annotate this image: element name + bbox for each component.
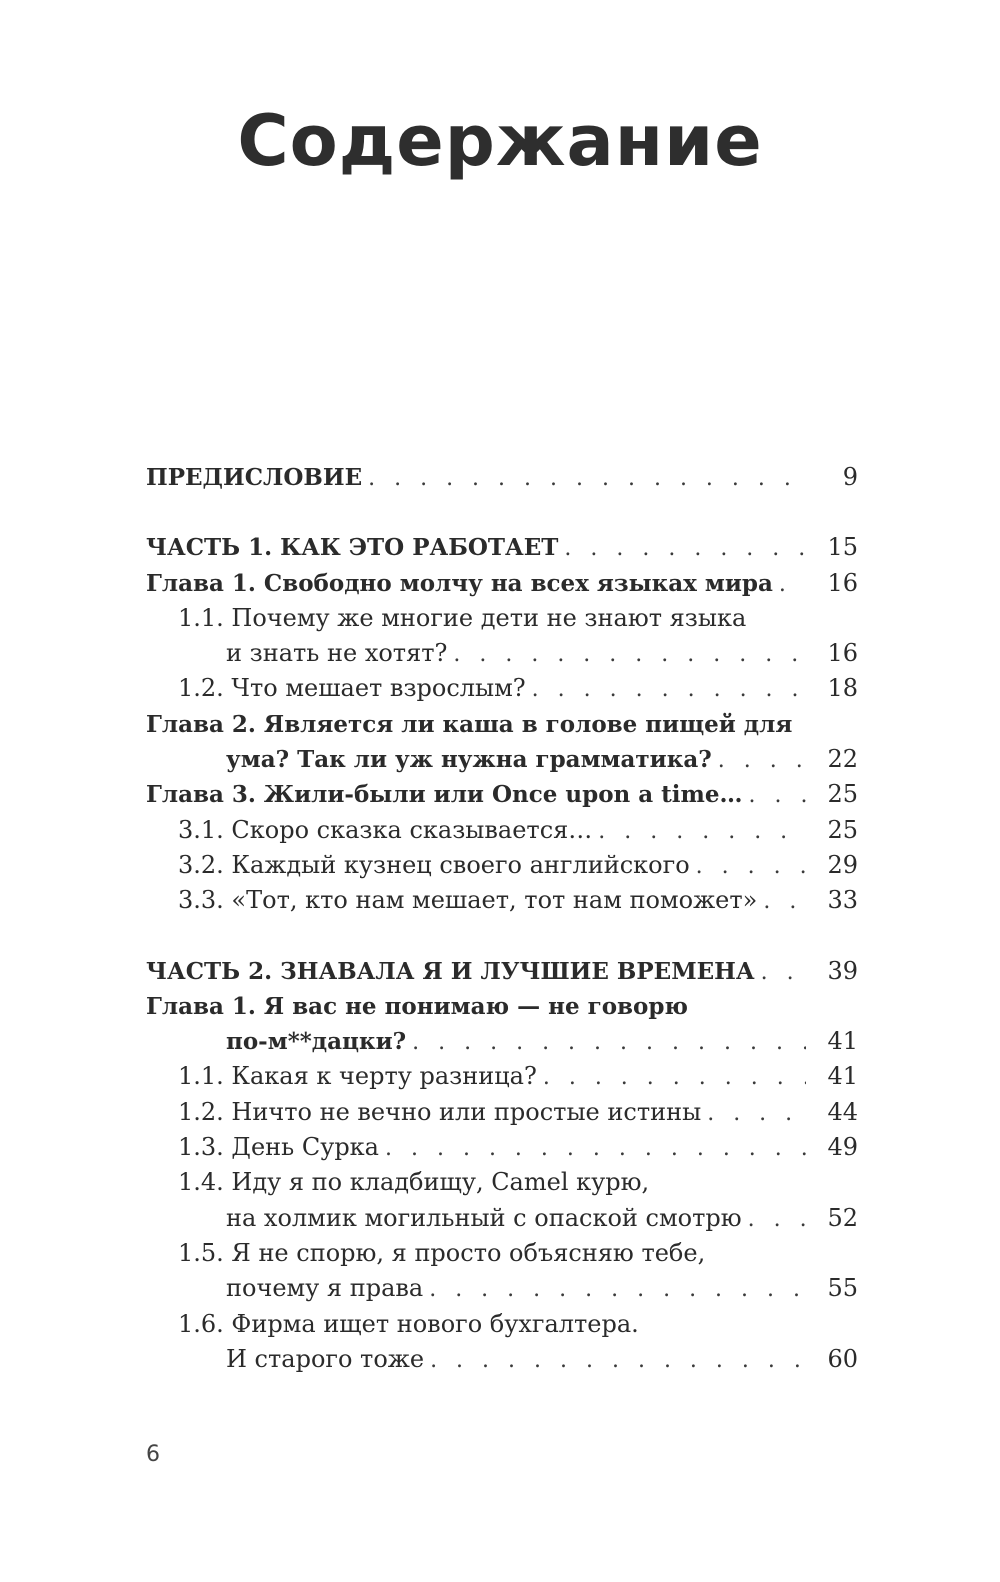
toc-page-number: 41	[827, 1062, 858, 1091]
toc-entry-section[interactable]	[146, 1307, 858, 1342]
toc-entry-section[interactable]	[146, 601, 858, 636]
page-title: Содержание	[237, 100, 763, 182]
toc-entry-part-2[interactable]	[146, 954, 858, 989]
toc-entry-continuation[interactable]	[146, 1201, 858, 1236]
toc-page-number: 16	[827, 639, 858, 668]
toc-entry-continuation[interactable]	[146, 636, 858, 671]
toc-entry-continuation[interactable]	[146, 742, 858, 777]
toc-entry-section[interactable]	[146, 813, 858, 848]
toc-page-number: 15	[827, 533, 858, 562]
toc-entry-section[interactable]	[146, 883, 858, 918]
toc-entry-title: 1.2. Ничто не вечно или простые истины	[178, 1097, 702, 1126]
toc-entry-continuation[interactable]	[146, 1271, 858, 1306]
toc-entry-title: ЧАСТЬ 1. КАК ЭТО РАБОТАЕТ	[146, 534, 559, 562]
toc-leader-dots	[779, 567, 806, 602]
toc-leader-dots	[763, 884, 806, 919]
toc-entry-title: 1.2. Что мешает взрослым?	[178, 674, 526, 703]
toc-entry-title: 3.2. Каждый кузнец своего английского	[178, 850, 690, 879]
toc-page-number: 49	[827, 1133, 858, 1162]
toc-page-number: 9	[842, 463, 858, 491]
toc-leader-dots	[453, 637, 806, 672]
toc-page-number: 25	[827, 780, 858, 809]
toc-entry-title: 1.3. День Сурка	[178, 1133, 379, 1162]
toc-page-number: 22	[827, 745, 858, 774]
toc-leader-dots	[749, 778, 806, 813]
toc-leader-dots	[430, 1343, 806, 1378]
toc-entry-title: 1.1. Почему же многие дети не знают языка	[178, 603, 747, 632]
toc-page-number: 60	[827, 1344, 858, 1373]
toc-page-number: 25	[827, 815, 858, 844]
page-number-folio: 6	[146, 1442, 160, 1467]
toc-entry-chapter[interactable]	[146, 707, 858, 742]
toc-entry-title: Глава 1. Свободно молчу на всех языках мира	[146, 569, 773, 597]
toc-page-number: 18	[827, 674, 858, 703]
toc-entry-title: Глава 3. Жили-были или Once upon a time…	[146, 781, 743, 809]
toc-entry-chapter[interactable]	[146, 989, 858, 1024]
toc-leader-dots	[385, 1131, 806, 1166]
toc-page-number: 52	[827, 1203, 858, 1232]
toc-entry-section[interactable]	[146, 1130, 858, 1165]
toc-entry-section[interactable]	[146, 1236, 858, 1271]
toc-entry-title: 1.5. Я не спорю, я просто объясняю тебе,	[178, 1238, 706, 1267]
toc-page-number: 29	[827, 850, 858, 879]
toc-entry-title: Глава 2. Является ли каша в голове пищей для	[146, 710, 793, 738]
toc-page-number: 39	[827, 956, 858, 985]
toc-entry-title: ПРЕДИСЛОВИЕ	[146, 464, 363, 491]
toc-entry-title-cont: почему я права	[226, 1274, 424, 1303]
toc-entry-title: 1.1. Какая к черту разница?	[178, 1062, 537, 1091]
toc-leader-dots	[368, 461, 806, 496]
toc-leader-dots	[748, 1202, 806, 1237]
toc-entry-section[interactable]	[146, 848, 858, 883]
toc-entry-continuation[interactable]	[146, 1024, 858, 1059]
toc-entry-section[interactable]	[146, 671, 858, 706]
toc-entry-title-cont: и знать не хотят?	[226, 639, 448, 668]
toc-entry-title: 1.6. Фирма ищет нового бухгалтера.	[178, 1309, 639, 1338]
toc-entry-continuation[interactable]	[146, 1342, 858, 1377]
toc-page-number: 16	[827, 568, 858, 597]
toc-leader-dots	[696, 849, 806, 884]
toc-page-number: 41	[827, 1027, 858, 1056]
toc-entry-section[interactable]	[146, 1095, 858, 1130]
toc-entry-preface[interactable]	[146, 460, 858, 495]
toc-leader-dots	[718, 743, 806, 778]
toc-entry-title: 3.3. «Тот, кто нам мешает, тот нам поможет»	[178, 886, 758, 915]
table-of-contents	[146, 460, 858, 1377]
toc-entry-title-cont: ума? Так ли уж нужна грамматика?	[226, 746, 712, 774]
toc-entry-title: 1.4. Иду я по кладбищу, Camel курю,	[178, 1168, 650, 1197]
toc-leader-dots	[543, 1060, 806, 1095]
toc-leader-dots	[707, 1096, 806, 1131]
toc-page-number: 33	[827, 886, 858, 915]
toc-entry-chapter[interactable]	[146, 566, 858, 601]
toc-entry-chapter[interactable]	[146, 777, 858, 812]
toc-leader-dots	[532, 672, 806, 707]
toc-entry-section[interactable]	[146, 1059, 858, 1094]
toc-page-number: 44	[827, 1097, 858, 1126]
toc-leader-dots	[564, 531, 806, 566]
toc-entry-title: Глава 1. Я вас не понимаю — не говорю	[146, 992, 689, 1020]
toc-entry-title-cont: на холмик могильный с опаской смотрю	[226, 1203, 742, 1232]
toc-leader-dots	[598, 814, 806, 849]
toc-leader-dots	[429, 1272, 806, 1307]
toc-entry-title: ЧАСТЬ 2. ЗНАВАЛА Я И ЛУЧШИЕ ВРЕМЕНА	[146, 957, 755, 985]
toc-page-number: 55	[827, 1274, 858, 1303]
toc-entry-title: 3.1. Скоро сказка сказывается…	[178, 815, 593, 844]
toc-entry-title-cont: И старого тоже	[226, 1344, 425, 1373]
toc-entry-part-1[interactable]	[146, 530, 858, 565]
toc-leader-dots	[412, 1025, 806, 1060]
toc-entry-section[interactable]	[146, 1165, 858, 1200]
toc-entry-title-cont: по-м**дацки?	[226, 1028, 407, 1056]
toc-leader-dots	[761, 955, 806, 990]
